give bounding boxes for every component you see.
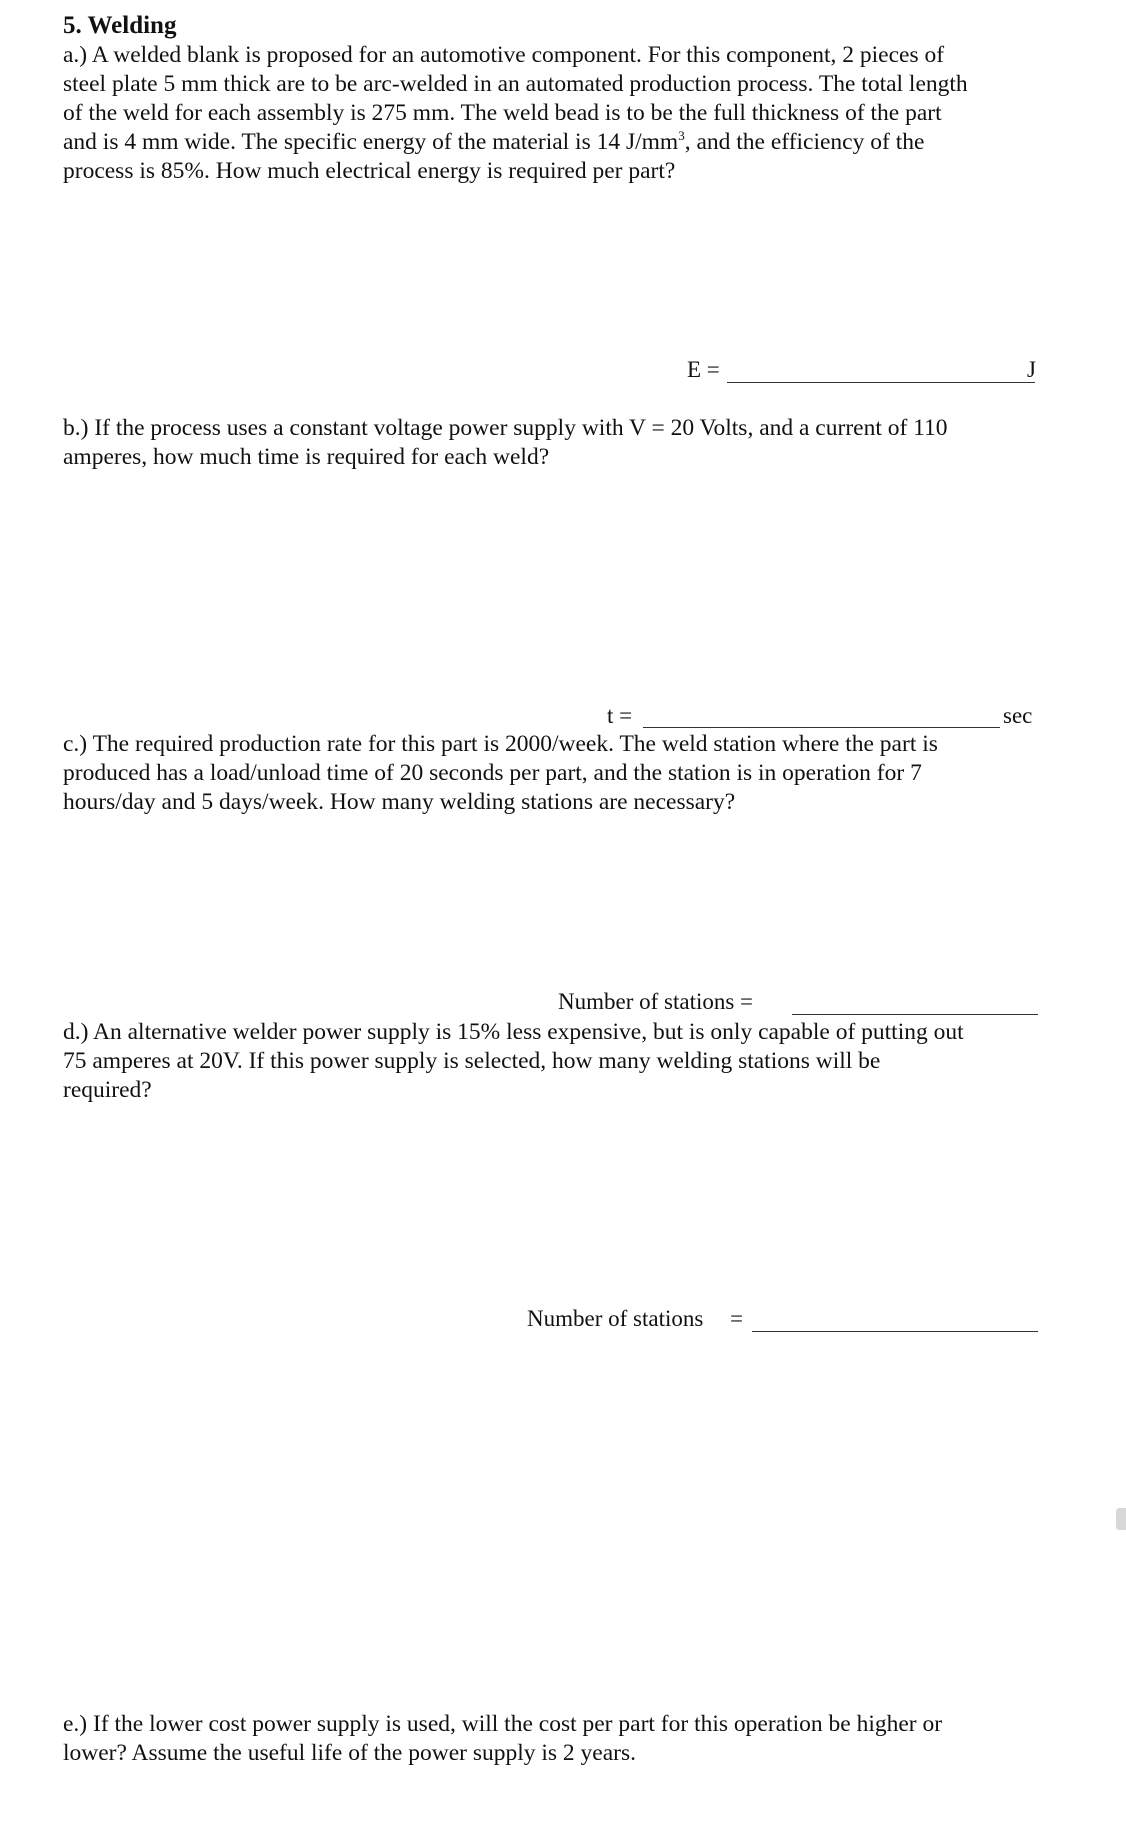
part-d-question [63,1018,1043,1105]
part-b-question [63,414,1043,472]
part-a-question [63,41,1043,186]
part-d-line-1: d.) An alternative welder power supply is 15% less expensive, but is only capable of putting out [63,1019,964,1045]
alt-stations-answer-blank[interactable] [752,1331,1038,1332]
section-heading: 5. Welding [63,12,177,39]
part-c-question [63,730,1043,817]
stations-answer-label: Number of stations = [558,989,754,1014]
alt-stations-equals: = [730,1306,743,1331]
part-c-line-3: hours/day and 5 days/week. How many welding stations are necessary? [63,789,736,815]
part-c-line-2: produced has a load/unload time of 20 seconds per part, and the station is in operation for 7 [63,760,922,786]
part-b-line-2: amperes, how much time is required for each weld? [63,444,550,470]
part-d-line-2: 75 amperes at 20V. If this power supply is selected, how many welding stations will be [63,1048,881,1074]
part-e-question [63,1710,1043,1768]
part-e-line-2: lower? Assume the useful life of the power supply is 2 years. [63,1740,637,1766]
part-a-line-4-start: and is 4 mm wide. The specific energy of the material is 14 J/mm [63,129,679,155]
part-a-line-2: steel plate 5 mm thick are to be arc-welded in an automated production process. The total length [63,71,968,97]
part-b-line-1: b.) If the process uses a constant voltage power supply with V = 20 Volts, and a current of 110 [63,415,948,441]
energy-answer-blank[interactable] [727,382,1035,383]
energy-answer-unit: J [1027,357,1036,382]
part-d-line-3: required? [63,1077,152,1103]
energy-answer-label: E = [687,357,720,382]
part-e-line-1: e.) If the lower cost power supply is used, will the cost per part for this operation be higher or [63,1711,943,1737]
part-a-line-4 [63,128,1043,157]
time-answer-unit: sec [1003,703,1033,728]
part-a-line-5: process is 85%. How much electrical energy is required per part? [63,158,676,184]
part-a-line-4-end: , and the efficiency of the [684,129,925,155]
alt-stations-answer-label: Number of stations [527,1306,704,1331]
part-a-line-3: of the weld for each assembly is 275 mm. The weld bead is to be the full thickness of the part [63,100,942,126]
part-c-line-1: c.) The required production rate for this part is 2000/week. The weld station where the part is [63,731,938,757]
time-answer-label: t = [607,703,633,728]
stations-answer-blank[interactable] [792,1014,1038,1015]
part-a-line-1: a.) A welded blank is proposed for an automotive component. For this component, 2 pieces of [63,42,945,68]
cubic-superscript: 3 [678,128,685,144]
scroll-edge-handle[interactable] [1116,1508,1126,1530]
time-answer-blank[interactable] [643,727,1000,728]
